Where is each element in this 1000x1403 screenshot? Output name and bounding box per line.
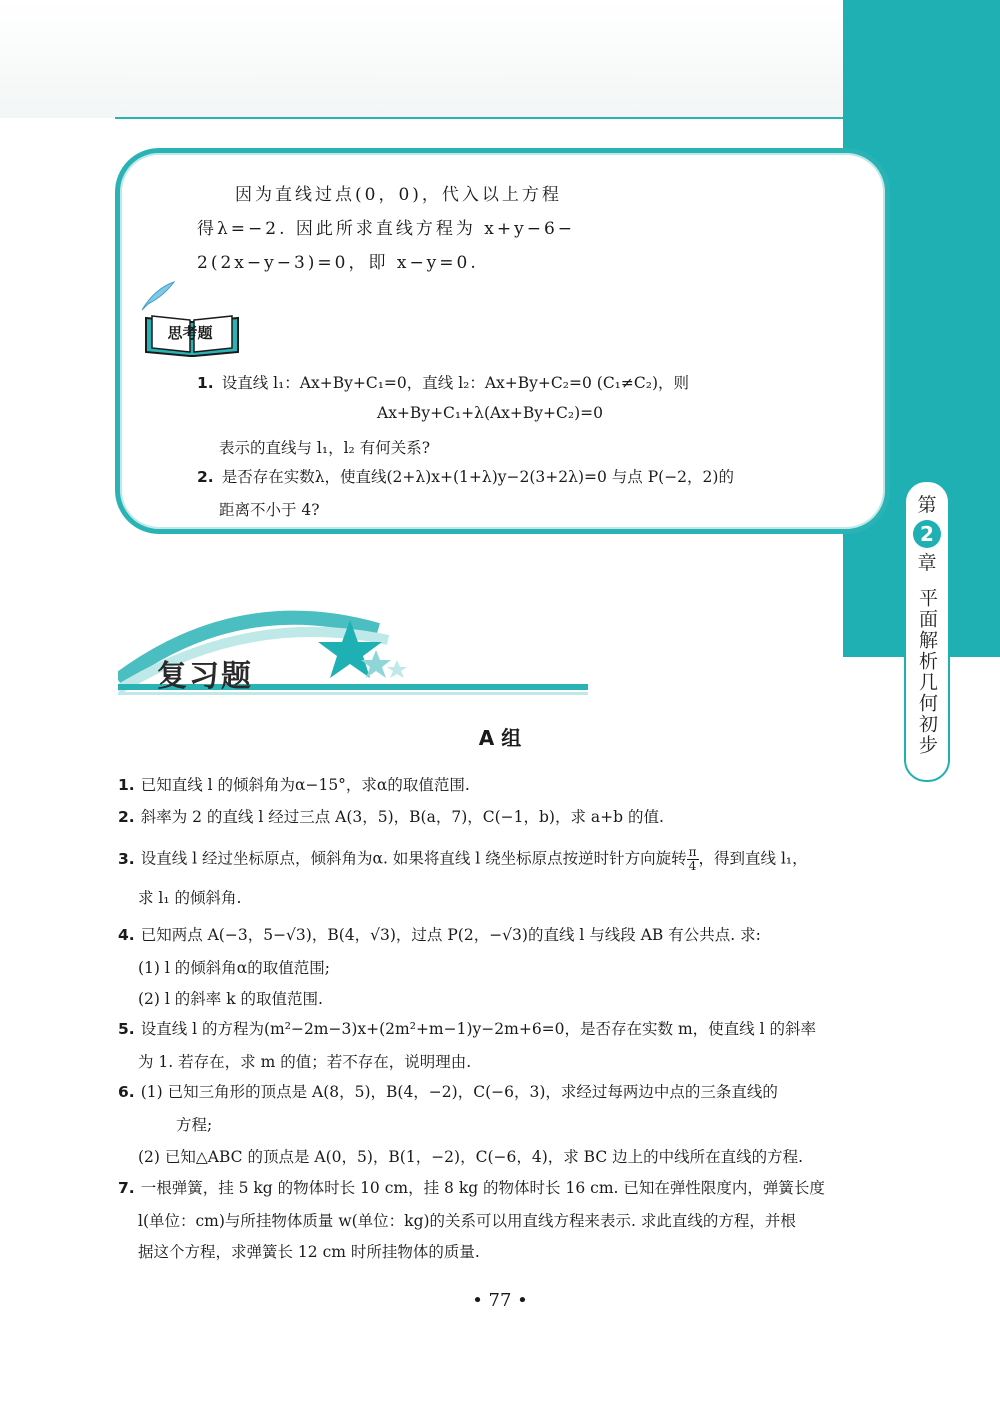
- chapter-number: 2: [913, 520, 941, 548]
- fraction-denominator: 4: [688, 859, 697, 873]
- question-number: 2.: [197, 468, 214, 486]
- problem-6-part-2: (2) 已知△ABC 的顶点是 A(0，5)，B(1，−2)，C(−6，4)，求 BC 边上的中线所在直线的方程.: [138, 1148, 804, 1166]
- problem-number: 7.: [118, 1179, 135, 1197]
- solution-line-2: 得λ=−2. 因此所求直线方程为 x+y−6−: [197, 219, 576, 239]
- problem-2: [118, 806, 664, 828]
- fraction: [687, 846, 699, 873]
- problem-number: 1.: [118, 776, 135, 794]
- problem-5-continued: 为 1. 若存在，求 m 的值；若不存在，说明理由.: [138, 1053, 472, 1071]
- problem-number: 3.: [118, 849, 135, 868]
- problem-number: 6.: [118, 1083, 135, 1101]
- problem-6: [118, 1081, 778, 1103]
- chapter-zhang: 章: [917, 552, 937, 574]
- group-title: A 组: [478, 726, 522, 750]
- problem-4: [118, 924, 761, 946]
- think-question-1-formula: Ax+By+C₁+λ(Ax+By+C₂)=0: [377, 404, 604, 422]
- problem-4-part-2: (2) l 的斜率 k 的取值范围.: [138, 990, 323, 1008]
- problem-3-continued: 求 l₁ 的倾斜角.: [138, 889, 242, 907]
- problem-text: (1) 已知三角形的顶点是 A(8，5)，B(4，−2)，C(−6，3)，求经过每两边中点的三条直线的: [140, 1083, 778, 1101]
- think-question-1: [197, 372, 689, 394]
- problem-text: 已知直线 l 的倾斜角为α−15°，求α的取值范围.: [140, 776, 470, 794]
- problem-7: [118, 1177, 825, 1199]
- problem-1: [118, 774, 470, 796]
- problem-6-part-1-continued: 方程;: [176, 1116, 213, 1134]
- problem-text: 已知两点 A(−3，5−√3)，B(4，√3)，过点 P(2，−√3)的直线 l 与线段 AB 有公共点. 求:: [140, 926, 761, 944]
- think-question-2: [197, 466, 734, 488]
- problem-text-tail: ，得到直线 l₁，: [698, 849, 808, 868]
- problem-number: 2.: [118, 808, 135, 826]
- review-title: 复习题: [157, 659, 253, 694]
- header-band: [0, 0, 845, 118]
- think-question-2-continued: 距离不小于 4?: [219, 501, 320, 519]
- chapter-di: 第: [917, 494, 937, 516]
- page-number: • 77 •: [472, 1290, 528, 1311]
- solution-line-3: 2(2x−y−3)=0，即 x−y=0.: [197, 253, 479, 273]
- fraction-numerator: π: [688, 845, 697, 859]
- chapter-title: 平面解析几何初步: [916, 588, 938, 756]
- problem-3: [118, 846, 808, 873]
- problem-7-line-2: l(单位：cm)与所挂物体质量 w(单位：kg)的关系可以用直线方程来表示. 求此直线的方程，并根: [138, 1212, 796, 1230]
- think-label: 思考题: [167, 324, 213, 342]
- problem-4-part-1: (1) l 的倾斜角α的取值范围;: [138, 959, 330, 977]
- problem-text: 设直线 l 经过坐标原点，倾斜角为α. 如果将直线 l 绕坐标原点按逆时针方向旋转: [140, 849, 687, 868]
- problem-text: 设直线 l 的方程为(m²−2m−3)x+(2m²+m−1)y−2m+6=0，是否存在实数 m，使直线 l 的斜率: [140, 1020, 816, 1038]
- problem-text: 斜率为 2 的直线 l 经过三点 A(3，5)，B(a，7)，C(−1，b)，求 a+b 的值.: [140, 808, 664, 826]
- problem-number: 5.: [118, 1020, 135, 1038]
- problem-text: 一根弹簧，挂 5 kg 的物体时长 10 cm，挂 8 kg 的物体时长 16 cm. 已知在弹性限度内，弹簧长度: [140, 1179, 825, 1197]
- problem-7-line-3: 据这个方程，求弹簧长 12 cm 时所挂物体的质量.: [138, 1243, 480, 1261]
- question-number: 1.: [197, 374, 214, 392]
- quill-icon: [140, 280, 176, 312]
- question-text: 设直线 l₁：Ax+By+C₁=0，直线 l₂：Ax+By+C₂=0 (C₁≠C₂)，则: [221, 374, 689, 392]
- problem-5: [118, 1018, 816, 1040]
- header-rule: [115, 117, 845, 119]
- solution-line-1: 因为直线过点(0，0)，代入以上方程: [235, 185, 562, 205]
- think-question-1-continued: 表示的直线与 l₁，l₂ 有何关系?: [219, 439, 431, 457]
- question-text: 是否存在实数λ，使直线(2+λ)x+(1+λ)y−2(3+2λ)=0 与点 P(−2，2)的: [221, 468, 734, 486]
- problem-number: 4.: [118, 926, 135, 944]
